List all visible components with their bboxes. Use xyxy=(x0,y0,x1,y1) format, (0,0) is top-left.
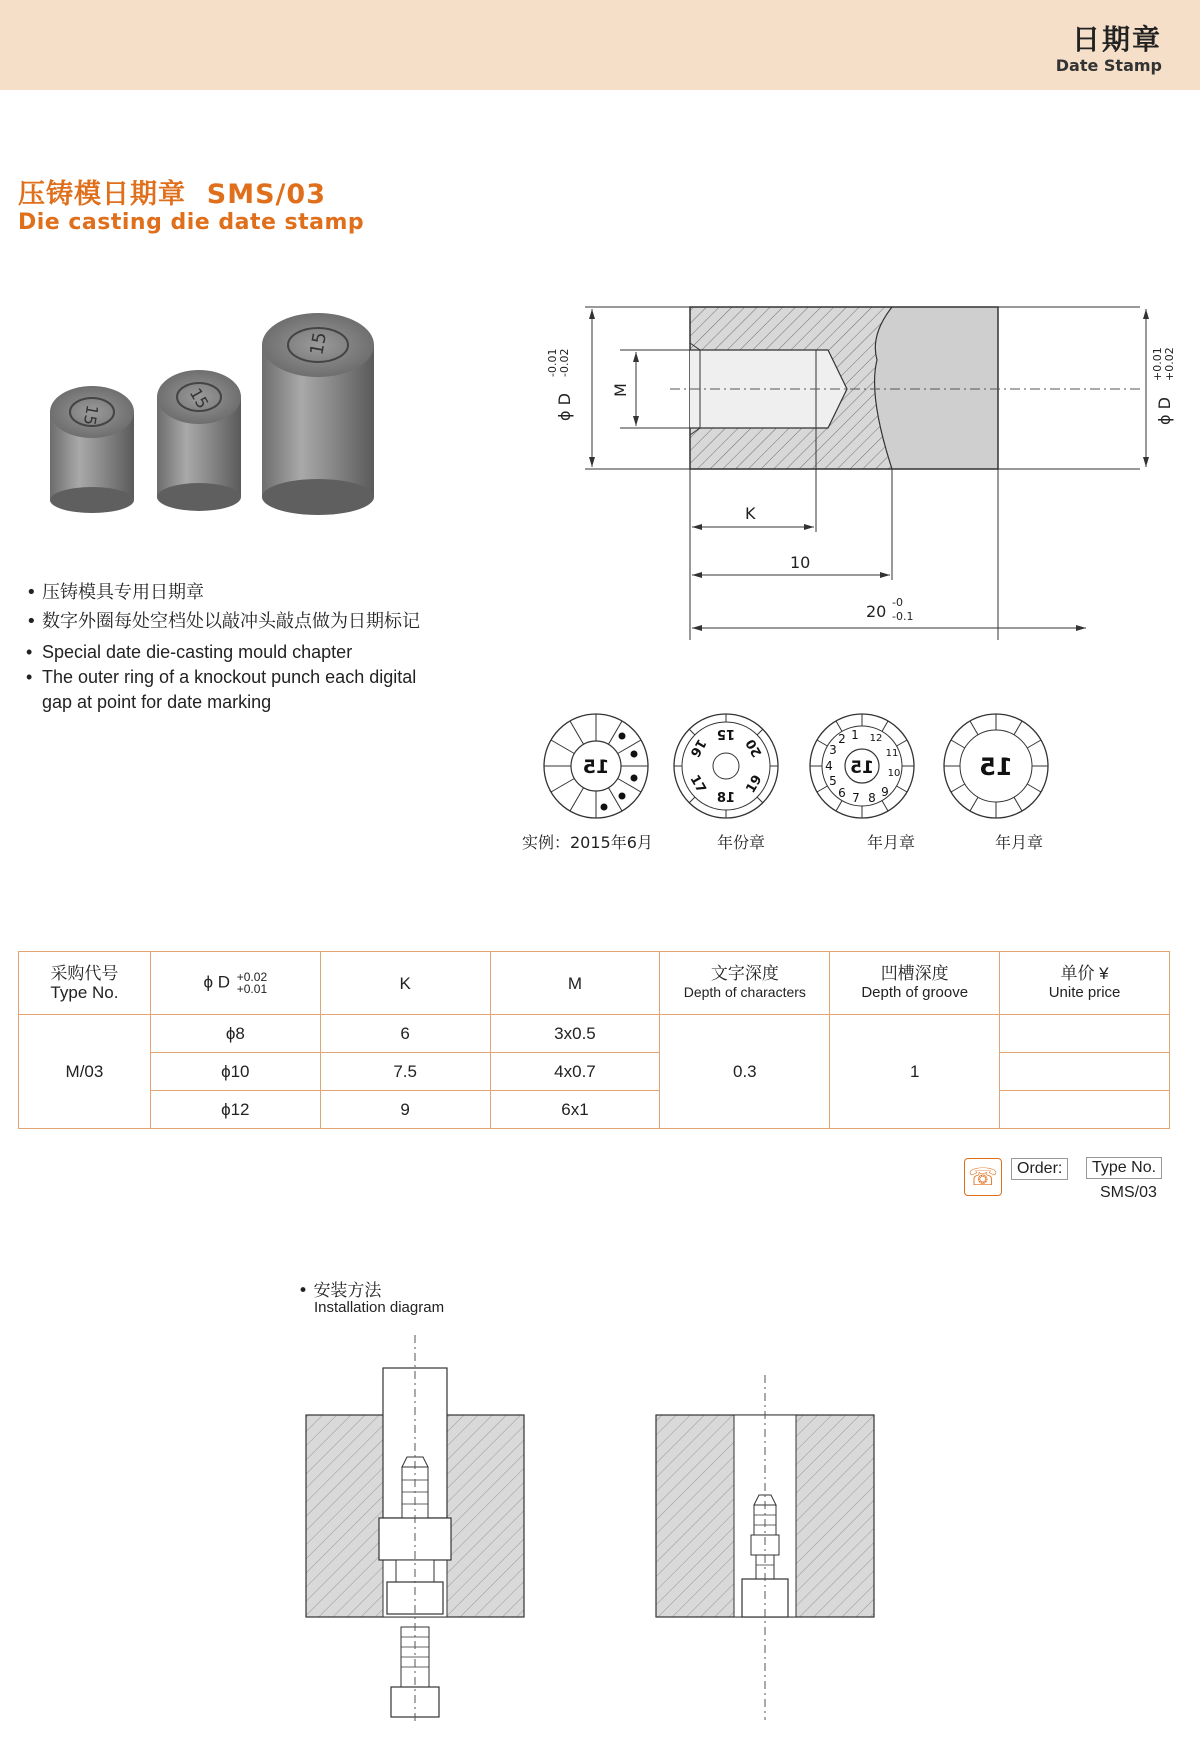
dim-20: 20 xyxy=(866,602,887,621)
stamp-large-photo xyxy=(262,313,374,515)
header-depth-cn: 文字深度 xyxy=(710,964,779,983)
header-groove xyxy=(830,952,1000,1015)
dim-m: M xyxy=(611,383,630,397)
feature-item: • 压铸模具专用日期章 xyxy=(26,578,426,607)
svg-text:15: 15 xyxy=(306,330,332,357)
cell-d: ϕ12 xyxy=(150,1091,320,1129)
feature-list xyxy=(26,578,426,715)
header-title-cn: 日期章 xyxy=(1071,23,1162,56)
header-d-tol-top: +0.02 xyxy=(236,970,268,984)
cell-m: 3x0.5 xyxy=(490,1015,660,1053)
cell-depth: 0.3 xyxy=(660,1015,830,1129)
header-d-label: ϕ D xyxy=(203,972,231,992)
year-number: 17 xyxy=(686,772,709,796)
header-k: K xyxy=(320,952,490,1015)
year-number: 20 xyxy=(743,736,766,760)
installation-left xyxy=(306,1335,524,1725)
table-header-row xyxy=(19,952,1170,1015)
month-number: 7 xyxy=(852,791,860,805)
cell-m: 6x1 xyxy=(490,1091,660,1129)
header-title-en: Date Stamp xyxy=(1055,56,1162,75)
stamp-year-month-center: 15 xyxy=(850,758,874,778)
stamp-example-face xyxy=(544,714,648,818)
dim-d-right-tol-top: +0.01 xyxy=(1151,347,1164,381)
dim-20-tol-top: -0 xyxy=(892,596,903,609)
table-row xyxy=(19,1015,1170,1053)
dim-d-left-tol-bottom: -0.02 xyxy=(558,348,571,377)
feature-item: • 数字外圈每处空档处以敲冲头敲点做为日期标记 xyxy=(26,607,426,636)
month-number: 5 xyxy=(829,774,837,788)
header-d-tol xyxy=(237,971,267,995)
product-title-cn: 压铸模日期章 SMS/03 xyxy=(18,179,326,210)
stamp-year-month-face-2 xyxy=(944,714,1048,818)
cell-k: 6 xyxy=(320,1015,490,1053)
year-number: 18 xyxy=(716,791,736,806)
stamp-caption: 年份章 xyxy=(717,833,766,852)
stamp-example-center: 15 xyxy=(582,756,610,778)
stamp-caption: 年月章 xyxy=(995,833,1044,852)
product-photo xyxy=(40,305,380,525)
installation-title-en: Installation diagram xyxy=(314,1299,445,1316)
cell-price xyxy=(1000,1053,1170,1091)
header-depth xyxy=(660,952,830,1015)
feature-item: • The outer ring of a knockout punch each digital gap at point for date marking xyxy=(26,665,426,715)
dim-d-right-tol-bottom: +0.02 xyxy=(1163,347,1176,381)
installation-diagram xyxy=(290,1320,890,1730)
order-type-value: SMS/03 xyxy=(1100,1184,1157,1201)
order-type-label: Type No. xyxy=(1086,1157,1162,1179)
month-number: 8 xyxy=(868,791,876,805)
installation-title-cn-text: 安装方法 xyxy=(313,1281,382,1301)
dim-d-left-tol-top: -0.01 xyxy=(546,348,559,377)
spec-table xyxy=(18,951,1170,1129)
stamp-face-diagrams xyxy=(540,710,1080,822)
month-number: 6 xyxy=(838,786,846,800)
year-number: 16 xyxy=(686,736,709,760)
month-number: 1 xyxy=(851,728,859,742)
year-number: 19 xyxy=(743,772,766,796)
order-label: Order: xyxy=(1011,1158,1068,1180)
month-number: 11 xyxy=(885,748,899,759)
dim-20-tol-bottom: -0.1 xyxy=(892,610,914,623)
dim-d-right: ϕ D xyxy=(1155,397,1174,425)
cell-d: ϕ10 xyxy=(150,1053,320,1091)
month-number: 10 xyxy=(887,768,901,779)
stamp-4-center: 15 xyxy=(979,753,1013,781)
header-price-cn: 单价 ¥ xyxy=(1060,964,1109,983)
cell-k: 9 xyxy=(320,1091,490,1129)
cell-k: 7.5 xyxy=(320,1053,490,1091)
header-type-en: Type No. xyxy=(50,983,119,1002)
header-d xyxy=(150,952,320,1015)
month-number: 12 xyxy=(869,733,883,744)
feature-item: • Special date die-casting mould chapter xyxy=(26,640,426,665)
cell-price xyxy=(1000,1091,1170,1129)
year-number: 15 xyxy=(716,726,736,741)
cell-type-no: M/03 xyxy=(19,1015,151,1129)
dim-d-left: ϕ D xyxy=(555,393,574,421)
stamp-medium-photo xyxy=(157,370,241,511)
header-depth-en: Depth of characters xyxy=(683,984,806,1000)
month-number: 3 xyxy=(829,743,837,757)
svg-text:15: 15 xyxy=(185,384,213,412)
stamp-small-photo xyxy=(50,386,134,513)
header-price xyxy=(1000,952,1170,1015)
header-bar xyxy=(0,0,1200,90)
header-groove-en: Depth of groove xyxy=(861,984,969,1001)
cell-price xyxy=(1000,1015,1170,1053)
cell-groove: 1 xyxy=(830,1015,1000,1129)
installation-title-cn: • 安装方法 xyxy=(298,1281,382,1301)
stamp-caption: 实例：2015年6月 xyxy=(522,833,653,852)
cell-d: ϕ8 xyxy=(150,1015,320,1053)
header-type-no xyxy=(19,952,151,1015)
month-number: 4 xyxy=(825,759,833,773)
header-d-tol-bottom: +0.01 xyxy=(236,982,268,996)
stamp-year-face xyxy=(674,714,778,818)
month-number: 2 xyxy=(838,732,846,746)
phone-icon[interactable]: ☏ xyxy=(964,1158,1002,1196)
installation-right xyxy=(656,1375,874,1720)
month-number: 9 xyxy=(881,785,889,799)
technical-drawing xyxy=(540,295,1180,655)
stamp-caption: 年月章 xyxy=(867,833,916,852)
dim-10: 10 xyxy=(790,553,811,572)
stamp-year-month-face xyxy=(810,714,914,818)
header-m: M xyxy=(490,952,660,1015)
header-groove-cn: 凹槽深度 xyxy=(880,964,949,983)
svg-text:15: 15 xyxy=(79,403,103,427)
product-title-en: Die casting die date stamp xyxy=(18,210,365,235)
header-type-cn: 采购代号 xyxy=(50,964,119,983)
header-price-en: Unite price xyxy=(1048,984,1121,1001)
dim-k: K xyxy=(745,504,756,523)
cell-m: 4x0.7 xyxy=(490,1053,660,1091)
